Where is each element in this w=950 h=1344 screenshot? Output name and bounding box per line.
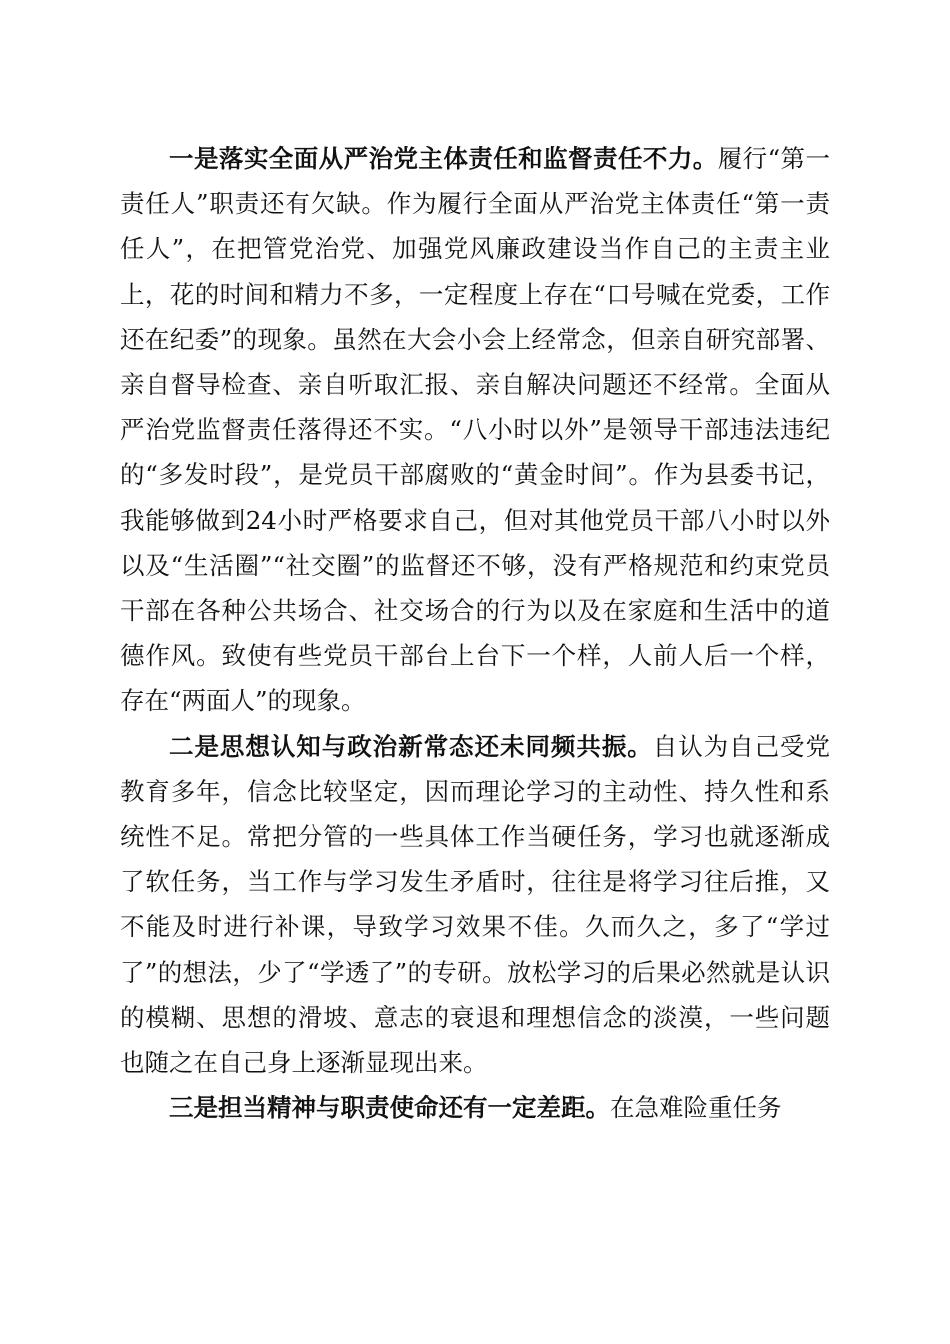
paragraph-1-body: 履行“第一责任人”职责还有欠缺。作为履行全面从严治党主体责任“第一责任人”，在把管党治党、加强党风廉政建设当作自己的主责主业上，花的时间和精力不多，一定程度上存在“口号喊在党委，工作还在纪委”的现象。虽然在大会小会上经常念，但亲自研究部署、亲自督导检查、亲自听取汇报、亲自解决问题还不经常。全面从严治党监督责任落得还不实。“八小时以外”是领导干部违法违纪的“多发时段”，是党员干部腐败的“黄金时间”。作为县委书记，我能够做到24小时严格要求自己，但对其他党员干部八小时以外以及“生活圈”“社交圈”的监督还不够，没有严格规范和约束党员干部在各种公共场合、社交场合的行为以及在家庭和生活中的道德作风。致使有些党员干部台上台下一个样，人前人后一个样，存在“两面人”的现象。 xyxy=(120,144,830,716)
paragraph-2 xyxy=(120,724,830,1086)
paragraph-3-body: 在急难险重任务 xyxy=(610,1093,782,1123)
paragraph-1-heading: 一是落实全面从严治党主体责任和监督责任不力。 xyxy=(169,144,718,173)
paragraph-2-heading: 二是思想认知与政治新常态还未同频共振。 xyxy=(169,731,653,761)
paragraph-3-heading: 三是担当精神与职责使命还有一定差距。 xyxy=(169,1093,610,1123)
document-page xyxy=(120,136,830,1130)
paragraph-2-body: 自认为自己受党教育多年，信念比较坚定，因而理论学习的主动性、持久性和系统性不足。常把分管的一些具体工作当硬任务，学习也就逐渐成了软任务，当工作与学习发生矛盾时，往往是将学习往后推，又不能及时进行补课，导致学习效果不佳。久而久之，多了“学过了”的想法，少了“学透了”的专研。放松学习的后果必然就是认识的模糊、思想的滑坡、意志的衰退和理想信念的淡漠，一些问题也随之在自己身上逐渐显现出来。 xyxy=(120,731,831,1078)
paragraph-3 xyxy=(120,1085,830,1130)
paragraph-1 xyxy=(120,136,830,724)
